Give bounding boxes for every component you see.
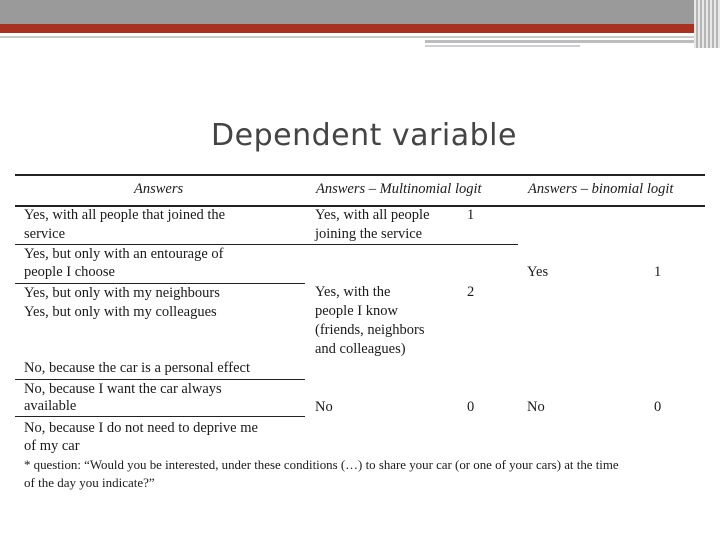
header-multinomial: Answers – Multinomial logit xyxy=(316,181,482,197)
answer-line: Yes, with all people that joined the xyxy=(24,207,226,223)
header-corner-decoration xyxy=(694,0,720,48)
answer-line: No, because I want the car always xyxy=(24,381,222,397)
binomial-code: 0 xyxy=(654,399,662,415)
binomial-label: Yes xyxy=(527,264,549,280)
row-rule xyxy=(15,416,305,417)
multinomial-code: 1 xyxy=(467,207,475,223)
answer-line: of my car xyxy=(24,438,80,454)
header-stripe xyxy=(425,40,720,43)
answer-line: available xyxy=(24,398,77,414)
multinomial-label: and colleagues) xyxy=(315,341,406,357)
header-binomial: Answers – binomial logit xyxy=(528,181,674,197)
binomial-code: 1 xyxy=(654,264,662,280)
answer-line: Yes, but only with my neighbours xyxy=(24,285,220,301)
header-stripe xyxy=(425,45,580,47)
multinomial-label: joining the service xyxy=(315,226,423,242)
header-stripe xyxy=(0,36,720,38)
answer-line: No, because I do not need to deprive me xyxy=(24,420,258,436)
multinomial-label: people I know xyxy=(315,303,398,319)
table-top-rule xyxy=(15,174,705,176)
multinomial-label: Yes, with the xyxy=(315,284,391,300)
slide-title: Dependent variable xyxy=(211,118,517,153)
multinomial-label: (friends, neighbors xyxy=(315,322,425,338)
header-answers: Answers xyxy=(134,181,184,197)
multinomial-code: 2 xyxy=(467,284,475,300)
answer-line: people I choose xyxy=(24,264,115,280)
binomial-label: No xyxy=(527,399,545,415)
multinomial-label: No xyxy=(315,399,333,415)
answer-line: No, because the car is a personal effect xyxy=(24,360,250,376)
footnote-line: * question: “Would you be interested, under these conditions (…) to share your car (or one of your cars) at the time xyxy=(24,458,619,472)
multinomial-label: Yes, with all people xyxy=(315,207,430,223)
header-band-gray xyxy=(0,0,720,24)
answer-line: Yes, but only with my colleagues xyxy=(24,304,217,320)
footnote-line: of the day you indicate?” xyxy=(24,475,155,490)
answer-line: Yes, but only with an entourage of xyxy=(24,246,224,262)
header-band-red xyxy=(0,24,720,33)
multinomial-code: 0 xyxy=(467,399,475,415)
answer-line: service xyxy=(24,226,66,242)
